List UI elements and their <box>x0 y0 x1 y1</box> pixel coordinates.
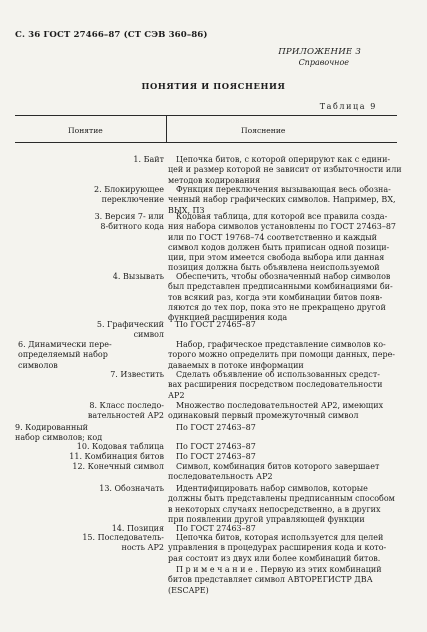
explanation-line: последовательность АР2 <box>168 472 273 482</box>
explanation-line: был представлен предписанными комбинациями би- <box>168 282 393 292</box>
term-cell <box>15 423 165 444</box>
term-line: 8-битного кода <box>100 222 164 232</box>
term-line: 10. Кодовая таблица <box>76 442 164 451</box>
explanation-cell <box>168 212 396 274</box>
term-cell <box>14 272 164 282</box>
term-line: символ <box>133 330 164 340</box>
explanation-line: ния набора символов установлены по ГОСТ 27463–87 <box>168 222 396 232</box>
term-cell <box>14 484 164 494</box>
term-line: 1. Байт <box>133 155 164 164</box>
column-header-explanation: Пояснение <box>241 126 286 135</box>
term-cell <box>14 462 164 472</box>
explanation-line: Набор, графическое представление символов ко- <box>176 340 386 349</box>
explanation-line: должны быть представлены предписанным способом <box>168 494 395 504</box>
explanation-line: рая состоит из двух или более комбинаций битов. <box>168 553 381 563</box>
table-note <box>168 565 382 596</box>
explanation-cell <box>168 533 387 564</box>
table-top-rule <box>15 115 397 116</box>
explanation-line: символ кодов должен быть приписан одной позици- <box>168 242 390 252</box>
page-header: С. 36 ГОСТ 27466–87 (СТ СЭВ 360–86) <box>15 30 208 40</box>
term-line: переключение <box>101 195 164 205</box>
explanation-cell <box>168 272 393 323</box>
explanation-line: По ГОСТ 27465–87 <box>176 320 256 329</box>
explanation-cell <box>168 423 382 433</box>
term-line: 9. Кодированный <box>15 423 89 432</box>
explanation-line: Сделать объявление об использованных средст- <box>176 370 380 379</box>
note-line: (ESCAPE) <box>168 585 209 595</box>
term-cell <box>14 452 164 462</box>
term-line: 6. Динамически пере- <box>18 340 112 349</box>
term-line: 15. Последователь- <box>82 533 164 542</box>
explanation-line: По ГОСТ 27463–87 <box>176 423 256 432</box>
explanation-line: при появлении другой управляющей функции <box>168 514 365 524</box>
explanation-cell <box>168 484 395 525</box>
explanation-line: цей и размер которой не зависит от избыточности или <box>168 165 402 175</box>
explanation-line: Цепочка битов, с которой оперируют как с едини- <box>176 155 391 164</box>
column-header-term: Понятие <box>68 126 103 135</box>
appendix-title: ПРИЛОЖЕНИЕ 3 <box>278 47 361 57</box>
explanation-line: По ГОСТ 27463–87 <box>176 524 256 533</box>
explanation-line: методов кодирования <box>168 175 260 185</box>
section-title: ПОНЯТИЯ И ПОЯСНЕНИЯ <box>141 81 286 91</box>
term-line: 5. Графический <box>96 320 164 329</box>
explanation-cell <box>168 370 382 401</box>
explanation-line: функцией расширения кода <box>168 313 288 323</box>
column-divider <box>166 115 167 143</box>
explanation-line: Функция переключения вызывающая весь обозна- <box>176 185 391 194</box>
term-line: 12. Конечный символ <box>72 462 164 471</box>
explanation-line: По ГОСТ 27463–87 <box>176 452 256 461</box>
explanation-cell <box>168 442 382 452</box>
explanation-line: АР2 <box>168 390 185 400</box>
note-line: П р и м е ч а н и е . Первую из этих комбинаций <box>176 565 382 574</box>
term-line: 2. Блокирующее <box>94 185 164 194</box>
explanation-cell <box>168 340 395 371</box>
term-cell <box>14 533 164 554</box>
explanation-line: Множество последовательностей АР2, имеющих <box>176 401 384 410</box>
explanation-line: ВЫХ, ПЗ <box>168 205 205 215</box>
explanation-line: Идентифицировать набор символов, которые <box>176 484 368 493</box>
explanation-cell <box>168 320 382 330</box>
explanation-line: Кодовая таблица, для которой все правила созда- <box>176 212 388 221</box>
table-label: Таблица 9 <box>319 102 377 111</box>
explanation-line: вах расширения посредством последовательности <box>168 380 383 390</box>
term-cell <box>14 185 164 206</box>
term-cell <box>14 212 164 233</box>
term-line: 4. Вызывать <box>112 272 164 281</box>
explanation-line: Обеспечить, чтобы обозначенный набор символов <box>176 272 391 281</box>
explanation-line: тов всякий раз, когда эти комбинации битов появ- <box>168 292 383 302</box>
term-line: набор символов; код <box>15 433 103 443</box>
explanation-line: торого можно определить при помощи данных, пере- <box>168 350 395 360</box>
explanation-line: в некоторых случаях непосредственно, а в других <box>168 504 381 514</box>
term-line: вательностей АР2 <box>87 411 164 421</box>
term-cell <box>14 442 164 452</box>
term-line: 3. Версия 7- или <box>94 212 164 221</box>
explanation-line: позиция должна быть объявлена неиспользуемой <box>168 263 380 273</box>
term-line: 8. Класс последо- <box>89 401 164 410</box>
explanation-cell <box>168 401 382 422</box>
explanation-cell <box>168 155 402 186</box>
explanation-line: ции, при этом имеется свобода выбора или данная <box>168 253 385 263</box>
term-line: 14. Позиция <box>111 524 164 533</box>
term-cell <box>14 320 164 341</box>
term-line: 7. Известить <box>110 370 164 379</box>
term-line: определяемый набор <box>18 350 108 360</box>
term-line: ность АР2 <box>121 543 164 553</box>
explanation-line: По ГОСТ 27463–87 <box>176 442 256 451</box>
term-line: символов <box>18 360 58 370</box>
note-line: битов представляет символ АВТОРЕГИСТР ДВА <box>168 575 373 585</box>
term-cell <box>14 401 164 422</box>
term-line: 13. Обозначать <box>99 484 164 493</box>
appendix-subtitle: Справочное <box>298 58 349 67</box>
term-cell <box>14 155 164 165</box>
explanation-cell <box>168 452 382 462</box>
explanation-line: одинаковый первый промежуточный символ <box>168 411 359 421</box>
explanation-line: даваемых в потоке информации <box>168 360 304 370</box>
term-cell <box>18 340 168 371</box>
explanation-line: ляются до тех пор, пока это не прекращено другой <box>168 302 386 312</box>
term-cell <box>14 370 164 380</box>
table-header-bottom-rule <box>15 142 397 143</box>
explanation-line: управления в процедурах расширения кода и кото- <box>168 543 387 553</box>
explanation-line: Цепочка битов, которая используется для целей <box>176 533 384 542</box>
term-line: 11. Комбинация битов <box>69 452 164 461</box>
explanation-line: или по ГОСТ 19768–74 соответственно и каждый <box>168 232 378 242</box>
explanation-line: ченный набор графических символов. Например, ВХ, <box>168 195 396 205</box>
explanation-line: Символ, комбинация битов которого завершает <box>176 462 380 471</box>
explanation-cell <box>168 462 382 483</box>
